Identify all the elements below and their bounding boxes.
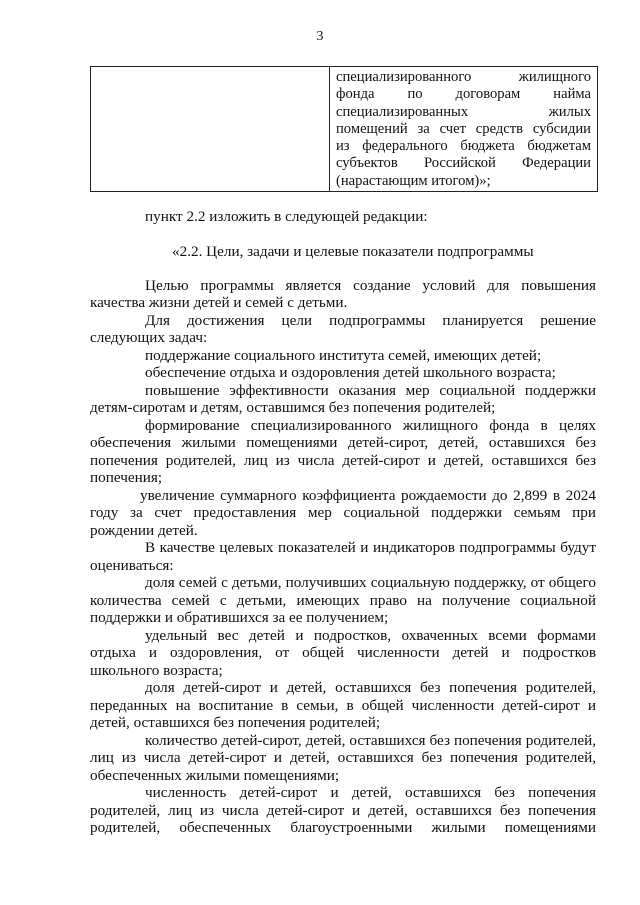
paragraph-line: оцениваться: xyxy=(90,557,174,574)
indicator-item: поддержки и обратившихся за ее получением; xyxy=(90,609,389,626)
indicator-item: детей, оставшихся без попечения родителей; xyxy=(90,714,381,731)
task-item: рождении детей. xyxy=(90,522,198,539)
table-line: специализированных жилых xyxy=(336,103,591,120)
indicator-item: удельный вес детей и подростков, охваченных всеми формами xyxy=(145,627,596,644)
paragraph-line: следующих задач: xyxy=(90,329,208,346)
indicator-item: доля детей-сирот и детей, оставшихся без попечения родителей, xyxy=(145,679,596,696)
table-line: специализированного жилищного xyxy=(336,69,591,85)
task-item: детям-сиротам и детям, оставшимся без попечения родителей; xyxy=(90,399,496,416)
task-item: обеспечения жилыми помещениями детей-сирот, детей, оставшихся без xyxy=(90,434,596,451)
indicator-item: обеспеченных жилыми помещениями; xyxy=(90,767,340,784)
continuation-table xyxy=(90,66,598,192)
section-heading: «2.2. Цели, задачи и целевые показатели подпрограммы xyxy=(172,243,534,260)
task-item: году за счет предоставления мер социальной поддержки семьям при xyxy=(90,504,596,521)
task-item: увеличение суммарного коэффициента рождаемости до 2,899 в 2024 xyxy=(140,487,596,504)
indicator-item: численность детей-сирот и детей, оставшихся без попечения xyxy=(145,784,596,801)
indicator-item: переданных на воспитание в семьи, в общей численности детей-сирот и xyxy=(90,697,596,714)
table-line: из федерального бюджета бюджетам xyxy=(336,138,591,155)
indicator-item: школьного возраста; xyxy=(90,662,223,679)
paragraph-line: Для достижения цели подпрограммы планируется решение xyxy=(145,312,596,329)
indicator-item: родителей, лиц из числа детей-сирот и детей, оставшихся без попечения xyxy=(90,802,596,819)
table-line: субъектов Российской Федерации xyxy=(336,155,591,172)
table-left-cell xyxy=(91,67,330,191)
page-number: 3 xyxy=(316,29,324,44)
indicator-item: количества семей с детьми, имеющих право на получение социальной xyxy=(90,592,596,609)
instruction-line: пункт 2.2 изложить в следующей редакции: xyxy=(145,208,428,225)
table-line: помещений за счет средств субсидии xyxy=(336,120,591,137)
paragraph-line: качества жизни детей и семей с детьми. xyxy=(90,294,348,311)
table-line: фонда по договорам найма xyxy=(336,86,591,103)
indicator-item: отдыха и оздоровления, от общей численности детей и подростков xyxy=(90,644,596,661)
paragraph-line: Целью программы является создание условий для повышения xyxy=(145,277,596,294)
indicator-item: родителей, обеспеченных благоустроенными жилыми помещениями xyxy=(90,819,596,836)
indicator-item: доля семей с детьми, получивших социальную поддержку, от общего xyxy=(145,574,596,591)
task-item: попечения родителей, лиц из числа детей-сирот и детей, оставшихся без xyxy=(90,452,596,469)
task-item: попечения; xyxy=(90,469,163,486)
task-item: обеспечение отдыха и оздоровления детей школьного возраста; xyxy=(145,364,556,381)
table-line: (нарастающим итогом)»; xyxy=(336,172,491,189)
paragraph-line: В качестве целевых показателей и индикаторов подпрограммы будут xyxy=(145,539,596,556)
task-item: формирование специализированного жилищного фонда в целях xyxy=(145,417,596,434)
indicator-item: лиц из числа детей-сирот и детей, оставшихся без попечения родителей, xyxy=(90,749,596,766)
table-right-cell xyxy=(330,67,597,191)
task-item: поддержание социального института семей, имеющих детей; xyxy=(145,347,542,364)
indicator-item: количество детей-сирот, детей, оставшихся без попечения родителей, xyxy=(145,732,596,749)
task-item: повышение эффективности оказания мер социальной поддержки xyxy=(145,382,596,399)
